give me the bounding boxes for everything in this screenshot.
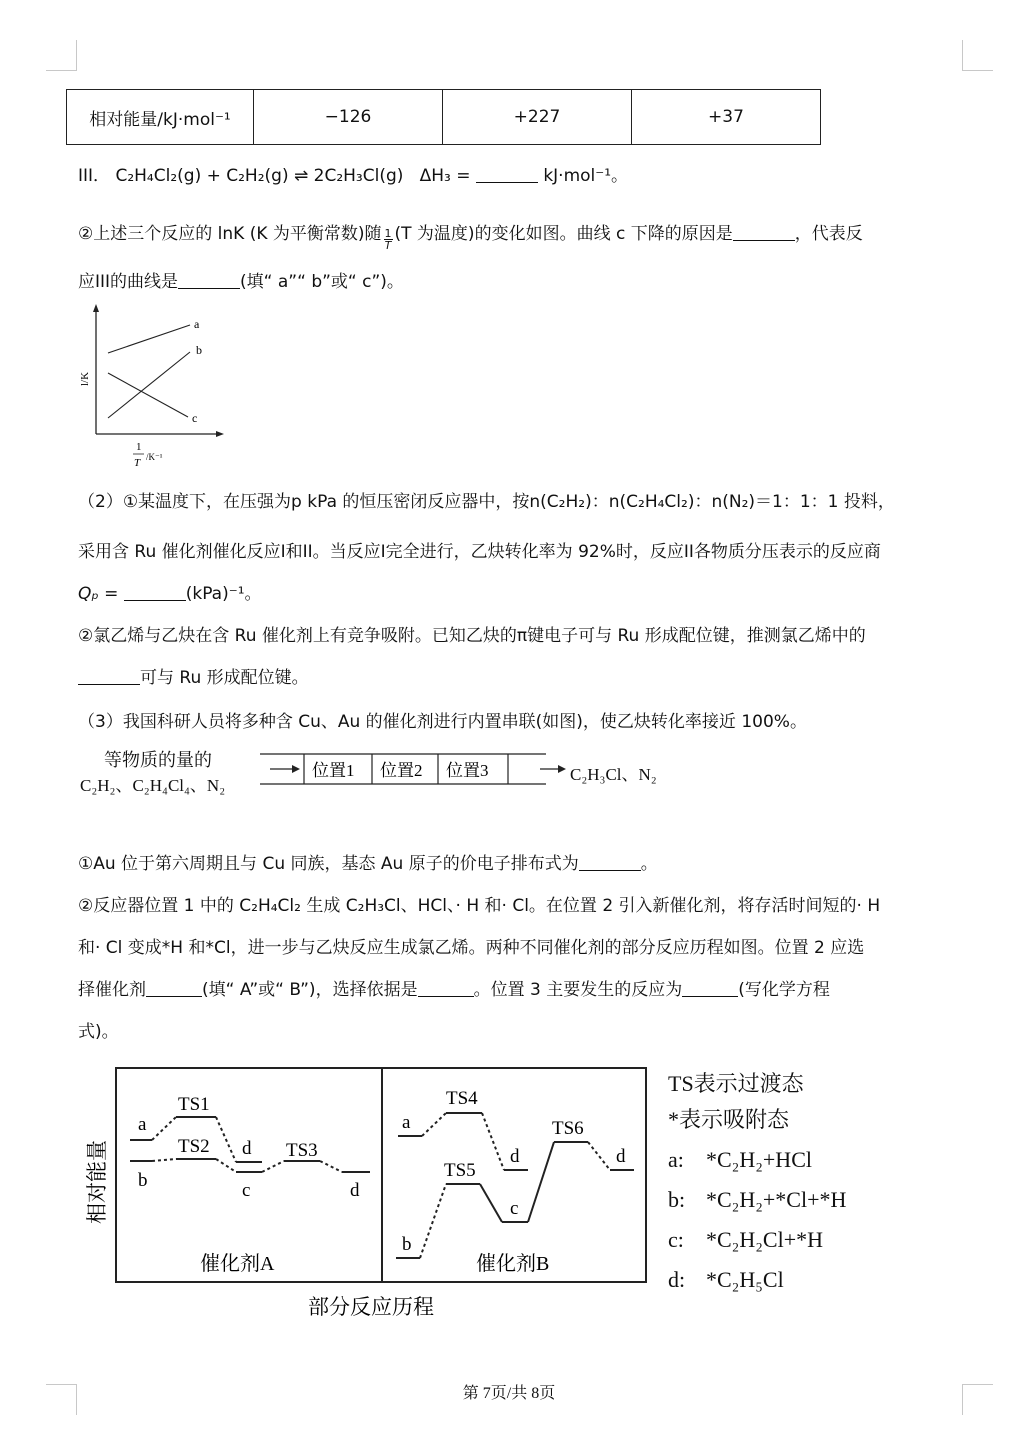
qp-label: Qₚ = bbox=[78, 584, 119, 604]
reactor-inputs: C₂H₂、C₂H₄Cl₄、N₂ bbox=[80, 776, 226, 795]
reactor-top-label: 等物质的量的 bbox=[104, 750, 212, 770]
state-label-d: d bbox=[616, 1146, 626, 1167]
state-label-c: c bbox=[242, 1180, 251, 1201]
part2-line4: ②氯乙烯与乙炔在含 Ru 催化剂上有竞争吸附。已知乙炔的π键电子可与 Ru 形成配位键，推测氯乙烯中的 bbox=[78, 626, 866, 646]
diagram-x-label: 部分反应历程 bbox=[308, 1295, 434, 1319]
chart-x-label-den: T bbox=[134, 457, 141, 469]
part2-line3 bbox=[78, 582, 963, 606]
legend-key: b: bbox=[668, 1187, 686, 1212]
page-number: 第 7页/共 8页 bbox=[462, 1385, 556, 1402]
legend-value: *C₂H₂+HCl bbox=[706, 1147, 812, 1172]
part2-line2: 采用含 Ru 催化剂催化反应I和II。当反应I完全进行，乙炔转化率为 92%时，反应II各物质分压表示的反应商 bbox=[78, 542, 881, 562]
part3-text-a: 择催化剂 bbox=[78, 980, 146, 1000]
part3-q1-text: ①Au 位于第六周期且与 Cu 同族，基态 Au 原子的价电子排布式为 bbox=[78, 854, 579, 874]
part3-q2-line1: ②反应器位置 1 中的 C₂H₄Cl₂ 生成 C₂H₃Cl、HCl、· H 和· Cl。在位置 2 引入新催化剂，将存活时间短的· H bbox=[78, 896, 881, 916]
state-label-a: a bbox=[138, 1114, 147, 1135]
part3-text-d: (写化学方程 bbox=[738, 980, 830, 1000]
position-2-label: 位置2 bbox=[380, 761, 423, 780]
answer-blank[interactable] bbox=[78, 668, 140, 685]
ts6-label: TS6 bbox=[552, 1118, 584, 1139]
part3-line1: （3）我国科研人员将多种含 Cu、Au 的催化剂进行内置串联(如图)，使乙炔转化率接近 100%。 bbox=[78, 712, 807, 732]
state-label-d: d bbox=[242, 1138, 252, 1159]
reactor-outputs: C₂H₃Cl、N₂ bbox=[570, 765, 657, 784]
table-row bbox=[67, 90, 821, 145]
crop-mark-top-left bbox=[46, 40, 77, 71]
legend-item bbox=[668, 1142, 846, 1178]
curve-label-a: a bbox=[194, 317, 200, 331]
table-cell: +227 bbox=[443, 90, 632, 145]
reaction-3-equation: C₂H₄Cl₂(g) + C₂H₂(g) ⇌ 2C₂H₃Cl(g) bbox=[115, 166, 404, 186]
legend-key: d: bbox=[668, 1267, 686, 1292]
delta-h3-unit: kJ·mol⁻¹。 bbox=[543, 166, 629, 186]
part3-q2-line4: 式)。 bbox=[78, 1022, 119, 1042]
ts4-label: TS4 bbox=[446, 1088, 478, 1109]
answer-blank[interactable] bbox=[682, 980, 738, 997]
q2-text-line2a: 应III的曲线是 bbox=[78, 272, 179, 292]
ts3-label: TS3 bbox=[286, 1140, 318, 1161]
answer-blank[interactable] bbox=[418, 980, 474, 997]
one-over-t-fraction bbox=[384, 228, 393, 251]
legend-item bbox=[668, 1222, 846, 1258]
position-3-label: 位置3 bbox=[446, 761, 489, 780]
legend-key: a: bbox=[668, 1147, 684, 1172]
part3-text-c: 。位置 3 主要发生的反应为 bbox=[473, 980, 683, 1000]
part3-q1 bbox=[78, 852, 963, 876]
q2-text-line2b: (填“ a”“ b”或“ c”)。 bbox=[240, 272, 404, 292]
catalyst-a-label: 催化剂A bbox=[200, 1253, 275, 1275]
legend-adsorbed-note: *表示吸附态 bbox=[668, 1107, 790, 1132]
crop-mark-top-right bbox=[962, 40, 993, 71]
curve-label-b: b bbox=[196, 343, 202, 357]
legend-item bbox=[668, 1182, 846, 1218]
qp-unit: (kPa)⁻¹。 bbox=[185, 584, 262, 604]
legend-value: *C₂H₅Cl bbox=[706, 1267, 784, 1292]
answer-blank[interactable] bbox=[733, 224, 795, 241]
state-label-d: d bbox=[510, 1146, 520, 1167]
state-label-c: c bbox=[510, 1198, 519, 1219]
q2-text-part3: ，代表反 bbox=[794, 224, 863, 244]
energy-diagram-legend bbox=[668, 1066, 846, 1298]
answer-blank[interactable] bbox=[579, 854, 641, 871]
reactor-tube bbox=[258, 750, 588, 790]
chart-x-label-num: 1 bbox=[136, 441, 142, 453]
lnk-question-line2 bbox=[78, 270, 963, 294]
part2-line5-text: 可与 Ru 形成配位键。 bbox=[140, 668, 309, 688]
curve-label-c: c bbox=[192, 411, 198, 425]
reaction-3-line bbox=[78, 164, 963, 188]
answer-blank[interactable] bbox=[124, 584, 186, 601]
state-label-d: d bbox=[350, 1180, 360, 1201]
chart-y-label: l/K bbox=[79, 371, 91, 386]
state-label-b: b bbox=[402, 1234, 412, 1255]
position-1-label: 位置1 bbox=[312, 761, 355, 780]
delta-h3-label: ΔH₃ = bbox=[419, 166, 471, 186]
part2-line5 bbox=[78, 666, 963, 690]
curve-a bbox=[108, 325, 190, 353]
answer-blank[interactable] bbox=[178, 272, 240, 289]
diagram-y-label: 相对能量 bbox=[85, 1140, 109, 1224]
ts5-label: TS5 bbox=[444, 1160, 476, 1181]
curve-b bbox=[108, 352, 190, 418]
ts1-label: TS1 bbox=[178, 1094, 210, 1115]
part3-text-b: (填“ A”或“ B”)，选择依据是 bbox=[202, 980, 418, 1000]
catalyst-b-label: 催化剂B bbox=[476, 1253, 550, 1275]
ts2-label: TS2 bbox=[178, 1136, 210, 1157]
fraction-numerator: 1 bbox=[384, 227, 392, 240]
reaction-3-label: III． bbox=[78, 166, 111, 186]
q2-text-part1: ②上述三个反应的 lnK (K 为平衡常数)随 bbox=[78, 224, 382, 244]
outlet-arrow-head bbox=[558, 765, 566, 773]
part3-q1-end: 。 bbox=[640, 854, 658, 874]
chart-x-label-unit: /K⁻¹ bbox=[146, 452, 163, 462]
part2-line1: （2）①某温度下，在压强为p kPa 的恒压密闭反应器中，按n(C₂H₂)：n(C₂H₄Cl₂)：n(N₂)＝1：1：1 投料， bbox=[78, 492, 895, 512]
answer-blank[interactable] bbox=[146, 980, 202, 997]
legend-value: *C₂H₂+*Cl+*H bbox=[706, 1187, 847, 1212]
panel-catalyst-a bbox=[116, 1068, 382, 1282]
table-cell: +37 bbox=[632, 90, 821, 145]
table-cell: −126 bbox=[254, 90, 443, 145]
legend-ts-note: TS表示过渡态 bbox=[668, 1071, 804, 1096]
y-axis-arrow bbox=[93, 304, 99, 312]
q2-text-part2: (T 为温度)的变化如图。曲线 c 下降的原因是 bbox=[394, 224, 733, 244]
catalyst-a-path-b bbox=[130, 1159, 370, 1172]
reaction-energy-diagram bbox=[76, 1062, 666, 1324]
state-label-a: a bbox=[402, 1112, 411, 1133]
part3-q2-line3 bbox=[78, 978, 963, 1002]
legend-key: c: bbox=[668, 1227, 684, 1252]
x-axis-arrow bbox=[216, 431, 224, 437]
answer-blank[interactable] bbox=[476, 166, 538, 183]
table-header-cell: 相对能量/kJ·mol⁻¹ bbox=[67, 90, 254, 145]
legend-item bbox=[668, 1262, 846, 1298]
relative-energy-table bbox=[66, 89, 821, 145]
part3-q2-line2: 和· Cl 变成*H 和*Cl，进一步与乙炔反应生成氯乙烯。两种不同催化剂的部分反应历程如图。位置 2 应选 bbox=[78, 938, 865, 958]
lnk-vs-inverse-t-chart bbox=[72, 300, 232, 475]
curve-c bbox=[108, 373, 188, 417]
inlet-arrow-head bbox=[292, 765, 300, 773]
lnk-question-line1 bbox=[78, 222, 963, 251]
legend-value: *C₂H₂Cl+*H bbox=[706, 1227, 823, 1252]
panel-catalyst-b bbox=[382, 1068, 646, 1282]
fraction-denominator: T bbox=[384, 239, 392, 252]
state-label-b: b bbox=[138, 1170, 148, 1191]
